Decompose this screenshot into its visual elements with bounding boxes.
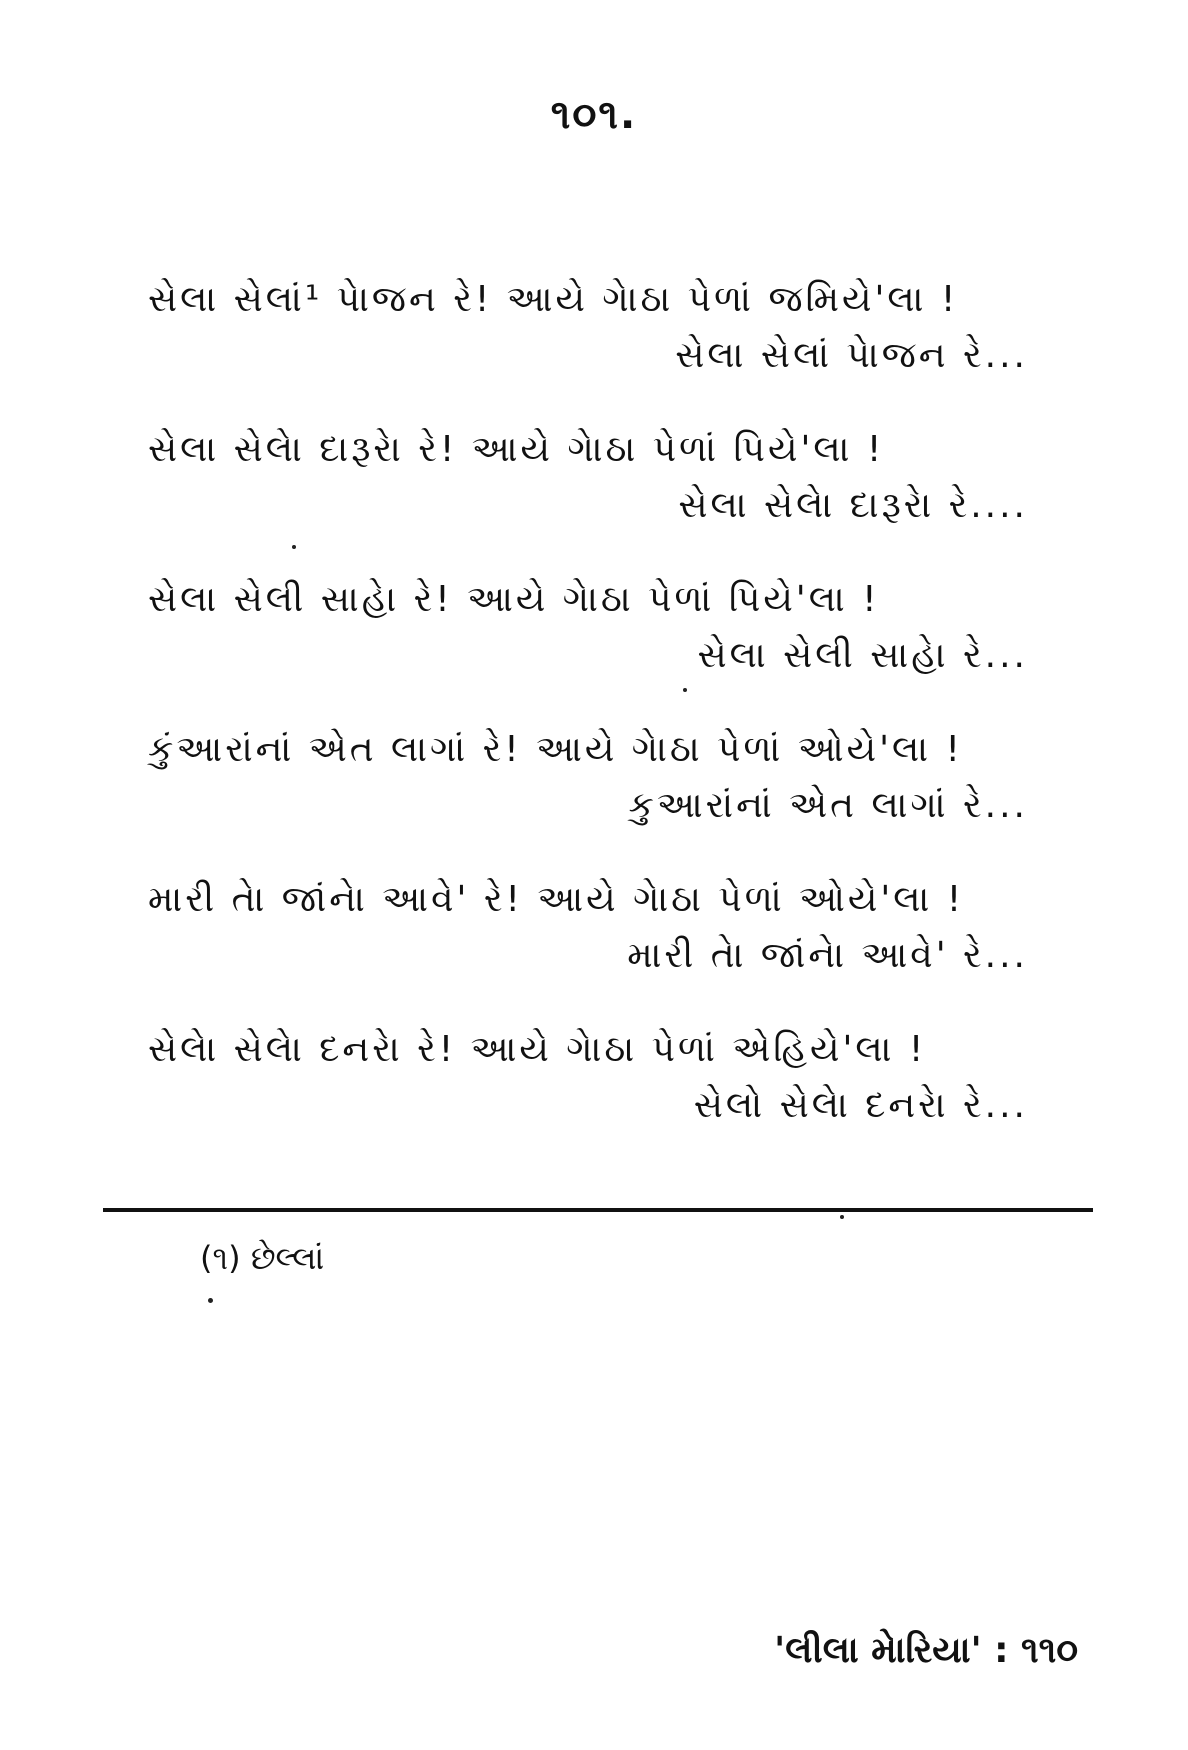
verse-line: સેલા સેલેા દારૂરેા રે! આયે ગેાઠા પેળાં પિયે'લા ! bbox=[148, 429, 885, 470]
scan-speck bbox=[840, 1215, 844, 1219]
stanza bbox=[148, 1022, 1048, 1134]
scan-speck bbox=[208, 1298, 213, 1303]
verse-line: સેલા સેલાં¹ પેાજન રે! આયે ગેાઠા પેળાં જમિયે'લા ! bbox=[148, 279, 959, 320]
page-number: ૧૦૧. bbox=[550, 92, 638, 138]
refrain-line: સેલા સેલી સાહેા રે... bbox=[697, 635, 1028, 676]
stanza bbox=[148, 572, 1048, 684]
poem bbox=[148, 272, 1048, 1172]
stanza bbox=[148, 272, 1048, 384]
source-citation: 'લીલા મેારિયા' : ૧૧૦ bbox=[774, 1630, 1078, 1671]
footnote: (૧) છેલ્લાં bbox=[200, 1239, 325, 1277]
scan-speck bbox=[683, 688, 687, 692]
footnote-divider bbox=[103, 1208, 1093, 1212]
refrain-line: કુઆરાંનાં એત લાગાં રે... bbox=[628, 785, 1028, 826]
refrain-line: મારી તેા જાંનેા આવે' રે... bbox=[627, 935, 1028, 976]
stanza bbox=[148, 422, 1048, 534]
refrain-line: સેલા સેલેા દારૂરેા રે.... bbox=[678, 485, 1028, 526]
verse-line: સેલા સેલી સાહેા રે! આયે ગેાઠા પેળાં પિયે'લા ! bbox=[148, 579, 880, 620]
stanza bbox=[148, 722, 1048, 834]
refrain-line: સેલા સેલાં પેાજન રે... bbox=[675, 335, 1028, 376]
scan-speck bbox=[292, 545, 296, 549]
stanza bbox=[148, 872, 1048, 984]
refrain-line: સેલો સેલેા દનરેા રે... bbox=[693, 1085, 1028, 1126]
verse-line: મારી તેા જાંનેા આવે' રે! આયે ગેાઠા પેળાં ઓયે'લા ! bbox=[148, 879, 965, 920]
verse-line: કુંઆરાંનાં એત લાગાં રે! આયે ગેાઠા પેળાં ઓયે'લા ! bbox=[148, 729, 963, 770]
verse-line: સેલેા સેલેા દનરેા રે! આયે ગેાઠા પેળાં એહિયે'લા ! bbox=[148, 1029, 927, 1070]
